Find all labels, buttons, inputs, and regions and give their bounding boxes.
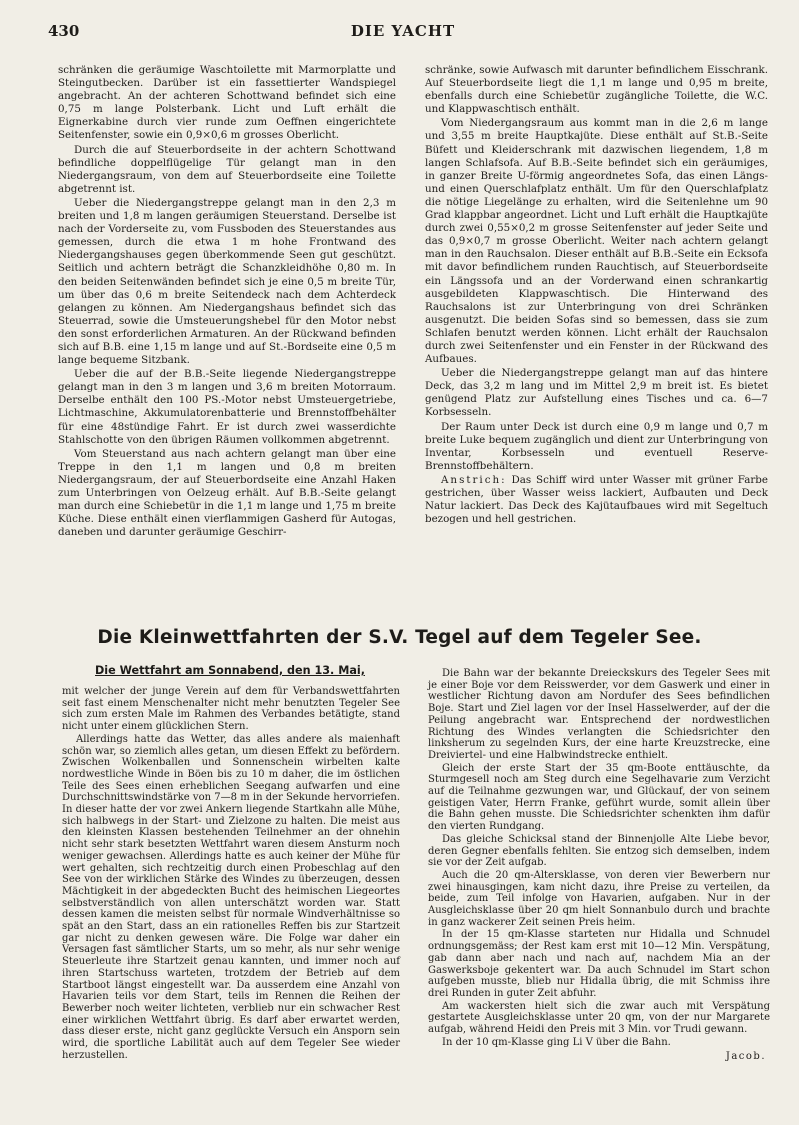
paragraph: Die Bahn war der bekannte Dreieckskurs des Tegeler Sees mit je einer Boje vor dem Reisswerder, vor dem Gaswerk und einer in westlicher Richtung davon am Nordufer des Sees befindlichen Boje. Start und Ziel lagen vor der Insel Hasselwerder, auf der die Peilung angebracht war. Entsprechend der nordwestlichen Richtung des Windes verlangten die Schiedsrichter den linksherum zu segelnden Kurs, der eine harte Kreuzstrecke, eine Dreiviertel- und eine Halbwindstrecke enthielt.	[428, 668, 770, 761]
section-heading: Die Wettfahrt am Sonnabend, den 13. Mai,	[95, 664, 365, 677]
page-header	[48, 22, 758, 44]
paragraph: Gleich der erste Start der 35 qm-Boote enttäuschte, da Sturmgesell noch am Steg durch eine Segelhavarie zum Verzicht auf die Teilnahme gezwungen war, und Glückauf, der von seinem geistigen Vater, Herrn Franke, geführt wurde, somit allein über die Bahn gehen musste. Die Schiedsrichter schenkten ihm dafür den vierten Rundgang.	[428, 762, 770, 833]
author-signature: Jacob.	[725, 1050, 766, 1062]
paragraph: Ueber die Niedergangstreppe gelangt man auf das hintere Deck, das 3,2 m lang und im Mittel 2,9 m breit ist. Es bietet genügend Platz zur Aufstellung eines Tisches und ca. 6—7 Korbsesseln.	[425, 367, 768, 419]
anstrich-text: Das Schiff wird unter Wasser mit grüner Farbe gestrichen, über Wasser weiss lackiert, Aufbauten und Deck Natur lackiert. Das Deck des Kajütaufbaues wird mit Segeltuch bezogen und hell gestrichen.	[425, 473, 768, 526]
paragraph: Am wackersten hielt sich die zwar auch mit Verspätung gestartete Ausgleichsklasse unter 20 qm, von der nur Margarete aufgab, während Heidi den Preis mit 3 Min. vor Trudi gewann.	[428, 1000, 770, 1036]
anstrich-paragraph	[425, 474, 768, 526]
paragraph: Ueber die Niedergangstreppe gelangt man in den 2,3 m breiten und 1,8 m langen geräumigen Steuerstand. Derselbe ist nach der Vorderseite zu, vom Fussboden des Steuerstandes aus gemessen, durch die etwa 1 m hohe Frontwand des Niedergangshauses gegen überkommende Seen gut geschützt. Seitlich und achtern beträgt die Schanzkleidhöhe 0,80 m. In den beiden Seitenwänden befindet sich je eine 0,5 m breite Tür, um über das 0,6 m breite Seitendeck nach dem Achterdeck gelangen zu können. Am Niedergangshaus befindet sich das Steuerrad, sowie die Umsteuerungshebel für den Motor nebst den sonst erforderlichen Armaturen. An der Rückwand befinden sich auf B.B. eine 1,15 m lange und auf St.-Bordseite eine 0,5 m lange bequeme Sitzbank.	[58, 196, 396, 367]
paragraph: Allerdings hatte das Wetter, das alles andere als maienhaft schön war, so ziemlich alles getan, um diesen Effekt zu befördern. Zwischen Wolkenballen und Sonnenschein wirbelten kalte nordwestliche Winde in Böen bis zu 10 m daher, die im östlichen Teile des Sees einen erheblichen Seegang aufwarfen und eine Durchschnittswindstärke von 7—8 m in der Sekunde hervorriefen. In dieser hatte der vor zwei Ankern liegende Startkahn alle Mühe, sich halbwegs in der Start- und Zielzone zu halten. Die meist aus den kleinsten Klassen bestehenden Teilnehmer an der ohnehin nicht sehr stark besetzten Wettfahrt waren diesem Ansturm noch weniger gewachsen. Allerdings hatte es auch keiner der Mühe für wert gehalten, sich rechtzeitig durch einen Probeschlag auf den See von der wirklichen Stärke des Windes zu überzeugen, dessen Mächtigkeit in der abgedeckten Bucht des heimischen Liegeortes selbstverständlich von allen unterschätzt worden war. Statt dessen kamen die meisten selbst für normale Windverhältnisse so spät an den Start, dass an ein rationelles Reffen bis zur Startzeit gar nicht zu denken gewesen wäre. Die Folge war daher ein Versagen fast sämtlicher Starts, um so mehr, als nur sehr wenige Steuerleute ihre Startzeit genau kannten, und immer noch auf ihren Startschuss warteten, trotzdem der Betrieb auf dem Startboot längst eingestellt war. Da ausserdem eine Anzahl von Havarien teils vor dem Start, teils im Rennen die Reihen der Bewerber noch weiter lichteten, verblieb nur ein schwacher Rest einer wirklichen Wettfahrt übrig. Es darf aber erwartet werden, dass dieser erste, nicht ganz geglückte Versuch ein Ansporn sein wird, die sportliche Labilität auch auf dem Tegeler See wieder herzustellen.	[62, 733, 400, 1061]
paragraph: Vom Steuerstand aus nach achtern gelangt man über eine Treppe in den 1,1 m langen und 0,8 m breiten Niedergangsraum, der auf Steuerbordseite eine Anzahl Haken zum Unterbringen von Oelzeug erhält. Auf B.B.-Seite gelangt man durch eine Schiebetür in die 1,1 m lange und 1,75 m breite Küche. Diese enthält einen vierflammigen Gasherd für Autogas, daneben und darunter geräumige Geschirr-	[58, 447, 396, 539]
bottom-right-column	[428, 668, 770, 1062]
paragraph: Auch die 20 qm-Altersklasse, von deren vier Bewerbern nur zwei hinausgingen, kam nicht dazu, ihre Preise zu verteilen, da beide, zum Teil infolge von Havarien, aufgaben. Nur in der Ausgleichsklasse über 20 qm hielt Sonnanbulo durch und brachte in ganz wackerer Zeit seinen Preis heim.	[428, 869, 770, 928]
paragraph: Durch die auf Steuerbordseite in der achtern Schottwand befindliche doppelflügelige Tür gelangt man in den Niedergangsraum, von dem auf Steuerbordseite eine Toilette abgetrennt ist.	[58, 143, 396, 195]
paragraph: Der Raum unter Deck ist durch eine 0,9 m lange und 0,7 m breite Luke bequem zugänglich und dient zur Unterbringung von Inventar, Korbsesseln und eventuell Reserve-Brennstoffbehältern.	[425, 420, 768, 472]
paragraph: Vom Niedergangsraum aus kommt man in die 2,6 m lange und 3,55 m breite Hauptkajüte. Diese enthält auf St.B.-Seite Büfett und Kleiderschrank mit dazwischen liegendem, 1,8 m langen Schlafsofa. Auf B.B.-Seite befindet sich ein geräumiges, in ganzer Breite U-förmig angeordnetes Sofa, das einen Längs- und einen Querschlafplatz enthält. Um für den Querschlafplatz die nötige Liegelänge zu erhalten, wird die Seitenlehne um 90 Grad klappbar angeordnet. Licht und Luft erhält die Hauptkajüte durch zwei 0,55×0,2 m grosse Seitenfenster auf jeder Seite und das 0,9×0,7 m grosse Oberlicht. Weiter nach achtern gelangt man in den Rauchsalon. Dieser enthält auf B.B.-Seite ein Ecksofa mit davor befindlichem runden Rauchtisch, auf Steuerbordseite ein Längssofa und an der Vorderwand einen schrankartig ausgebildeten Klappwaschtisch. Die Hinterwand des Rauchsalons ist zur Unterbringung von drei Schränken ausgenutzt. Die beiden Sofas sind so bemessen, dass sie zum Schlafen benutzt werden können. Licht erhält der Rauchsalon durch zwei Seitenfenster und ein Fenster in der Rückwand des Aufbaues.	[425, 117, 768, 366]
paragraph: In der 15 qm-Klasse starteten nur Hidalla und Schnudel ordnungsgemäss; der Rest kam erst mit 10—12 Min. Verspätung, gab dann aber nach und nach auf, nachdem Mia an der Gaswerksboje gekentert war. Da auch Schnudel im Start schon aufgeben musste, blieb nur Hidalla übrig, die mit Schmiss ihre drei Runden in guter Zeit abfuhr.	[428, 929, 770, 999]
paragraph: schränke, sowie Aufwasch mit darunter befindlichem Eisschrank. Auf Steuerbordseite liegt die 1,1 m lange und 0,95 m breite, ebenfalls durch eine Schiebetür zugängliche Toilette, die W.C. und Klappwaschtisch enthält.	[425, 64, 768, 116]
paragraph: schränken die geräumige Waschtoilette mit Marmorplatte und Steingutbecken. Darüber ist ein fassettierter Wandspiegel angebracht. An der achteren Schottwand befindet sich eine 0,75 m lange Polsterbank. Licht und Luft erhält die Eignerkabine durch vier runde zum Oeffnen eingerichtete Seitenfenster, sowie ein 0,9×0,6 m grosses Oberlicht.	[58, 64, 396, 142]
bottom-left-column	[62, 686, 400, 1063]
top-left-column	[58, 64, 396, 540]
running-title: DIE YACHT	[350, 22, 456, 40]
anstrich-label: Anstrich:	[441, 473, 507, 486]
paragraph: Ueber die auf der B.B.-Seite liegende Niedergangstreppe gelangt man in den 3 m langen und 3,6 m breiten Motorraum. Derselbe enthält den 100 PS.-Motor nebst Umsteuergetriebe, Lichtmaschine, Akkumulatorenbatterie und Brennstoffbehälter für eine 48stündige Fahrt. Er ist durch zwei wasserdichte Stahlschotte von den übrigen Räumen vollkommen abgetrennt.	[58, 368, 396, 446]
article-title: Die Kleinwettfahrten der S.V. Tegel auf dem Tegeler See.	[97, 627, 702, 648]
top-right-column	[425, 64, 768, 527]
page-number: 430	[48, 22, 80, 40]
paragraph: Das gleiche Schicksal stand der Binnenjolle Alte Liebe bevor, deren Gegner ebenfalls fehlten. Sie entzog sich demselben, indem sie vor der Zeit aufgab.	[428, 833, 770, 869]
paragraph: mit welcher der junge Verein auf dem für Verbandswettfahrten seit fast einem Menschenalter nicht mehr benutzten Tegeler See sich zum ersten Male im Rahmen des Verbandes betätigte, stand nicht unter einem glücklichen Stern.	[62, 686, 400, 733]
paragraph: In der 10 qm-Klasse ging Li V über die Bahn.	[442, 1036, 671, 1048]
